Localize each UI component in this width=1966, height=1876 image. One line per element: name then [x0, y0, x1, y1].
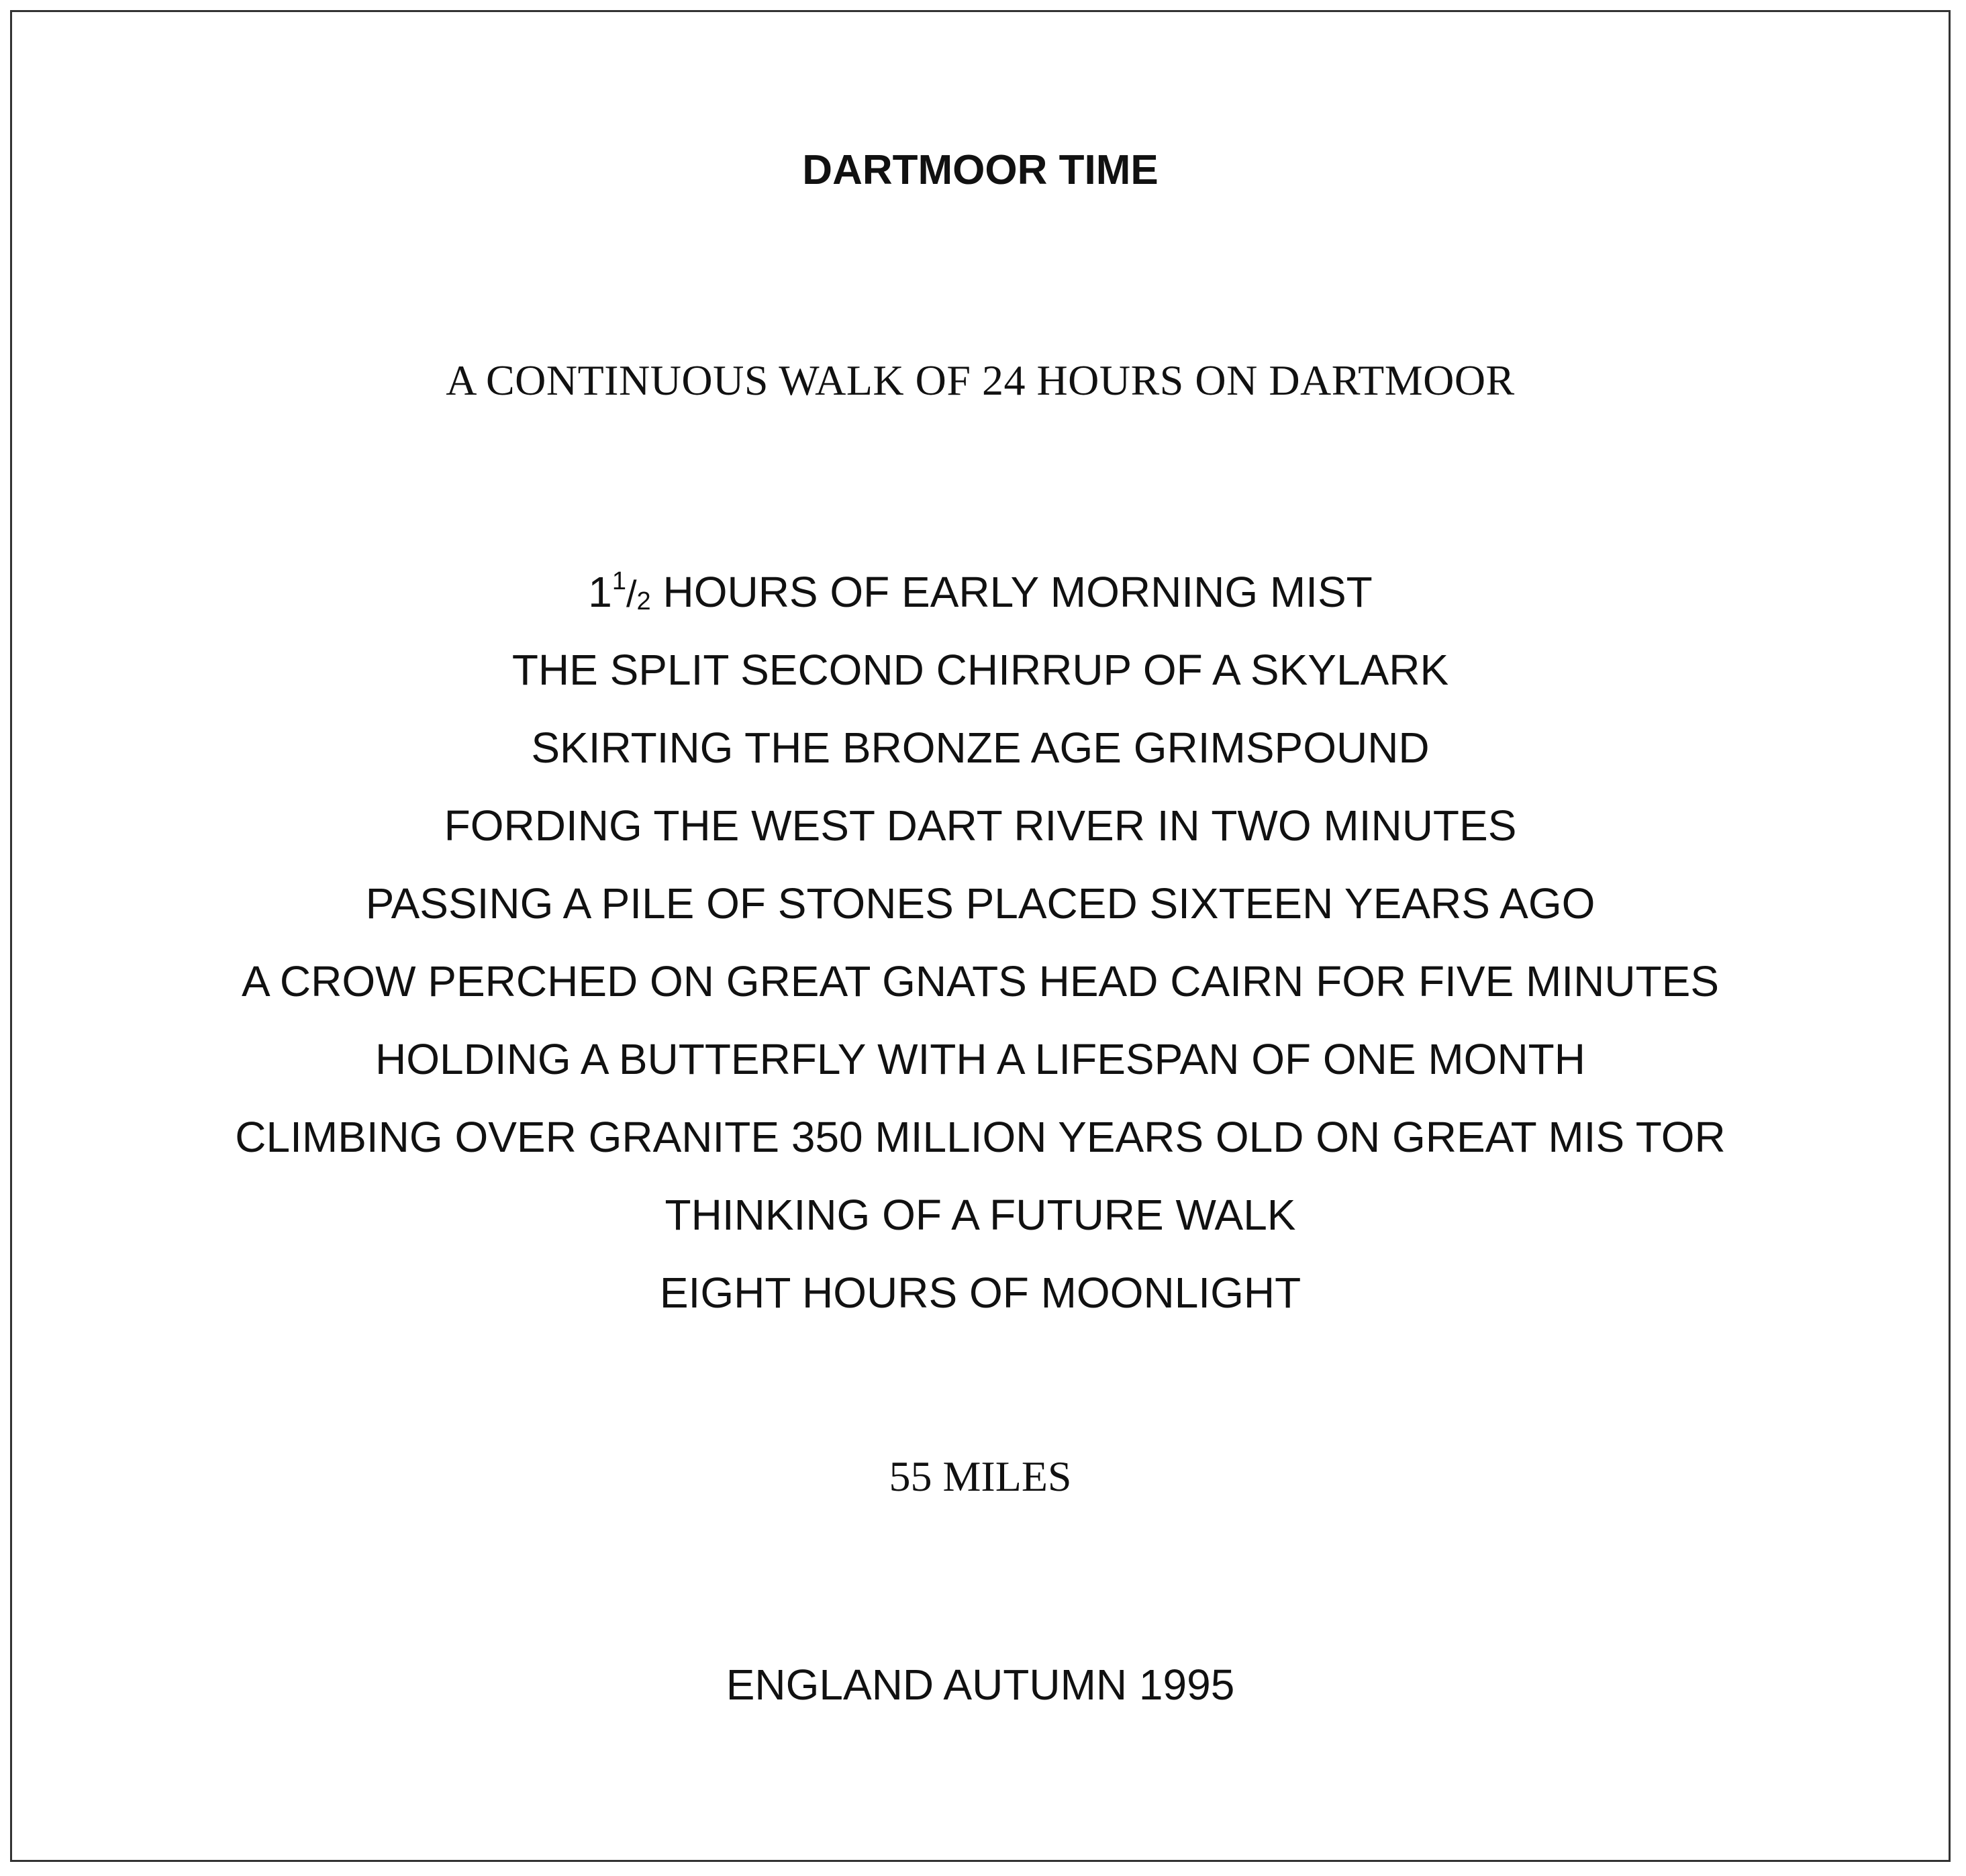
page-frame — [10, 10, 1951, 1862]
place-date-text: ENGLAND AUTUMN 1995 — [726, 1661, 1235, 1709]
text-line: EIGHT HOURS OF MOONLIGHT — [659, 1269, 1301, 1317]
work-subtitle: A CONTINUOUS WALK OF 24 HOURS ON DARTMOOR — [446, 356, 1515, 404]
text-line: A CROW PERCHED ON GREAT GNATS HEAD CAIRN FOR FIVE MINUTES — [241, 957, 1720, 1005]
text-line: THE SPLIT SECOND CHIRRUP OF A SKYLARK — [511, 646, 1449, 694]
fraction-whole: 1 — [588, 568, 612, 616]
fraction-numerator: 1 — [611, 567, 626, 595]
text-line: PASSING A PILE OF STONES PLACED SIXTEEN YEARS AGO — [365, 879, 1595, 928]
distance-text: 55 MILES — [889, 1452, 1072, 1500]
text-line: CLIMBING OVER GRANITE 350 MILLION YEARS OLD ON GREAT MIS TOR — [235, 1113, 1726, 1161]
fraction-slash: / — [626, 573, 637, 615]
text-line: FORDING THE WEST DART RIVER IN TWO MINUTES — [444, 801, 1517, 850]
text-line: SKIRTING THE BRONZE AGE GRIMSPOUND — [531, 724, 1430, 772]
text-line-mist — [12, 567, 1949, 616]
fraction-denominator: 2 — [636, 587, 651, 615]
work-title: DARTMOOR TIME — [802, 147, 1159, 193]
text-line-mist-label: HOURS OF EARLY MORNING MIST — [650, 568, 1373, 616]
text-line: HOLDING A BUTTERFLY WITH A LIFESPAN OF ONE MONTH — [375, 1035, 1585, 1083]
text-line: THINKING OF A FUTURE WALK — [665, 1191, 1296, 1239]
